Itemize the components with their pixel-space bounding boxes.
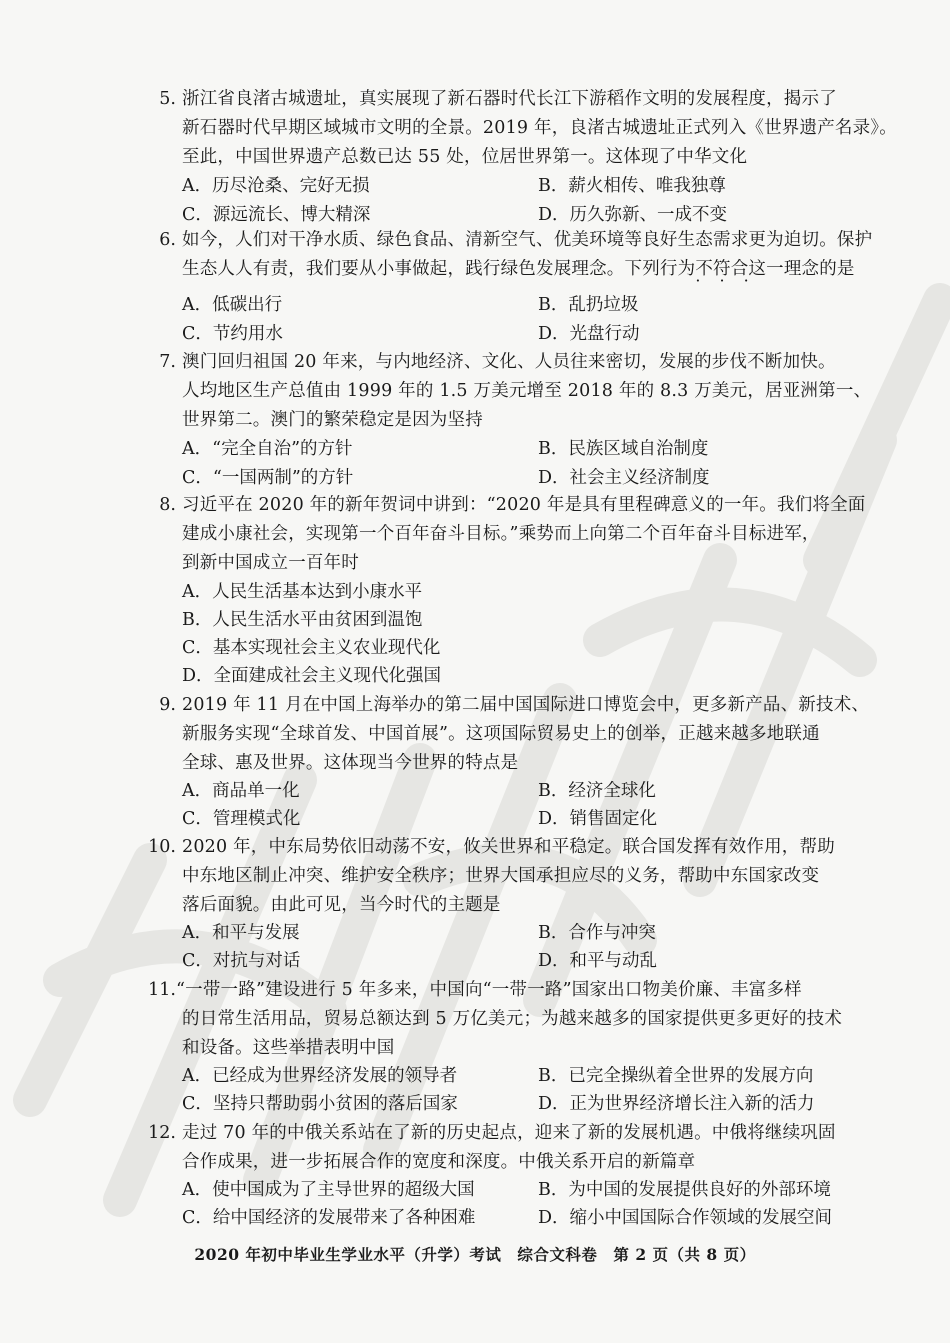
option-c[interactable]: C．管理模式化	[182, 809, 301, 829]
option-a[interactable]: A．商品单一化	[182, 781, 300, 801]
question-number: 11.	[148, 980, 176, 1000]
option-a[interactable]: A．使中国成为了主导世界的超级大国	[182, 1180, 475, 1200]
option-a[interactable]: A．“完全自治”的方针	[182, 439, 353, 459]
option-a[interactable]: A．人民生活基本达到小康水平	[182, 582, 423, 602]
option-d[interactable]: D．全面建成社会主义现代化强国	[182, 666, 442, 686]
option-d[interactable]: D．光盘行动	[538, 324, 640, 344]
option-c[interactable]: C．源远流长、博大精深	[182, 205, 371, 225]
option-b[interactable]: B．已完全操纵着全世界的发展方向	[538, 1066, 814, 1086]
question-text-line: “一带一路”建设进行 5 年多来，中国向“一带一路”国家出口物美价廉、丰富多样	[176, 980, 802, 1000]
option-b[interactable]: B．经济全球化	[538, 781, 656, 801]
question-text-line: 如今，人们对干净水质、绿色食品、清新空气、优美环境等良好生态需求更为迫切。保护	[182, 230, 873, 250]
question-text-line: 合作成果，进一步拓展合作的宽度和深度。中俄关系开启的新篇章	[182, 1152, 696, 1172]
option-d[interactable]: D．社会主义经济制度	[538, 468, 710, 488]
question-text: 生态人人有责，我们要从小事做起，践行绿色发展理念。下列行为	[182, 259, 696, 279]
option-d[interactable]: D．缩小中国国际合作领域的发展空间	[538, 1208, 833, 1228]
question-number: 9.	[159, 695, 176, 715]
option-a[interactable]: A．已经成为世界经济发展的领导者	[182, 1066, 458, 1086]
option-c[interactable]: C．“一国两制”的方针	[182, 468, 354, 488]
option-d[interactable]: D．历久弥新、一成不变	[538, 205, 728, 225]
question-text-line: 人均地区生产总值由 1999 年的 1.5 万美元增至 2018 年的 8.3 万美元，居亚洲第一、	[182, 381, 872, 401]
option-b[interactable]: B．为中国的发展提供良好的外部环境	[538, 1180, 831, 1200]
option-c[interactable]: C．给中国经济的发展带来了各种困难	[182, 1208, 476, 1228]
option-b[interactable]: B．薪火相传、唯我独尊	[538, 176, 726, 196]
question-number: 7.	[159, 352, 176, 372]
question-text-line: 澳门回归祖国 20 年来，与内地经济、文化、人员往来密切，发展的步伐不断加快。	[182, 352, 836, 372]
question-text-line: 世界第二。澳门的繁荣稳定是因为坚持	[182, 410, 483, 430]
question-text-line: 落后面貌。由此可见，当今时代的主题是	[182, 895, 501, 915]
question-text-line: 至此，中国世界遗产总数已达 55 处，位居世界第一。这体现了中华文化	[182, 147, 748, 167]
question-text-line: 全球、惠及世界。这体现当今世界的特点是	[182, 753, 519, 773]
question-text-line: 的日常生活用品，贸易总额达到 5 万亿美元；为越来越多的国家提供更多更好的技术	[182, 1009, 843, 1029]
page-footer: 2020 年初中毕业生学业水平（升学）考试 综合文科卷 第 2 页（共 8 页）	[194, 1245, 756, 1264]
option-d[interactable]: D．正为世界经济增长注入新的活力	[538, 1094, 815, 1114]
option-d[interactable]: D．销售固定化	[538, 809, 658, 829]
option-c[interactable]: C．节约用水	[182, 324, 283, 344]
question-text-line: 新服务实现“全球首发、中国首展”。这项国际贸易史上的创举，正越来越多地联通	[182, 724, 820, 744]
option-b[interactable]: B．合作与冲突	[538, 923, 656, 943]
question-text-line: 新石器时代早期区域城市文明的全景。2019 年，良渚古城遗址正式列入《世界遗产名录》。	[182, 118, 897, 138]
question-number: 5.	[159, 89, 176, 109]
option-c[interactable]: C．对抗与对话	[182, 951, 301, 971]
emphasis-text: 不符合 · · ·	[695, 259, 748, 279]
question-text-line: 2019 年 11 月在中国上海举办的第二届中国国际进口博览会中，更多新产品、新技术、	[182, 695, 870, 715]
option-a[interactable]: A．和平与发展	[182, 923, 300, 943]
question-text-line: 到新中国成立一百年时	[182, 553, 359, 573]
option-c[interactable]: C．基本实现社会主义农业现代化	[182, 638, 441, 658]
question-text-line: 2020 年，中东局势依旧动荡不安，攸关世界和平稳定。联合国发挥有效作用，帮助	[182, 837, 835, 857]
option-d[interactable]: D．和平与动乱	[538, 951, 658, 971]
option-b[interactable]: B．人民生活水平由贫困到温饱	[182, 610, 423, 630]
question-number: 8.	[159, 495, 176, 515]
question-text-line: 走过 70 年的中俄关系站在了新的历史起点，迎来了新的发展机遇。中俄将继续巩固	[182, 1123, 836, 1143]
question-text-line: 和设备。这些举措表明中国	[182, 1038, 395, 1058]
question-text-line: 中东地区制止冲突、维护安全秩序；世界大国承担应尽的义务，帮助中东国家改变	[182, 866, 820, 886]
question-number: 10.	[148, 837, 176, 857]
option-a[interactable]: A．历尽沧桑、完好无损	[182, 176, 370, 196]
option-a[interactable]: A．低碳出行	[182, 295, 283, 315]
option-b[interactable]: B．乱扔垃圾	[538, 295, 639, 315]
question-number: 6.	[159, 230, 176, 250]
question-text-line	[182, 258, 855, 280]
question-text-line: 浙江省良渚古城遗址，真实展现了新石器时代长江下游稻作文明的发展程度，揭示了	[182, 89, 837, 109]
question-text-line: 习近平在 2020 年的新年贺词中讲到：“2020 年是具有里程碑意义的一年。我们将全面	[182, 495, 866, 515]
question-text: 这一理念的是	[748, 259, 855, 279]
question-text-line: 建成小康社会，实现第一个百年奋斗目标。”乘势而上向第二个百年奋斗目标进军，	[182, 524, 820, 544]
question-number: 12.	[148, 1123, 176, 1143]
option-c[interactable]: C．坚持只帮助弱小贫困的落后国家	[182, 1094, 458, 1114]
option-b[interactable]: B．民族区域自治制度	[538, 439, 709, 459]
